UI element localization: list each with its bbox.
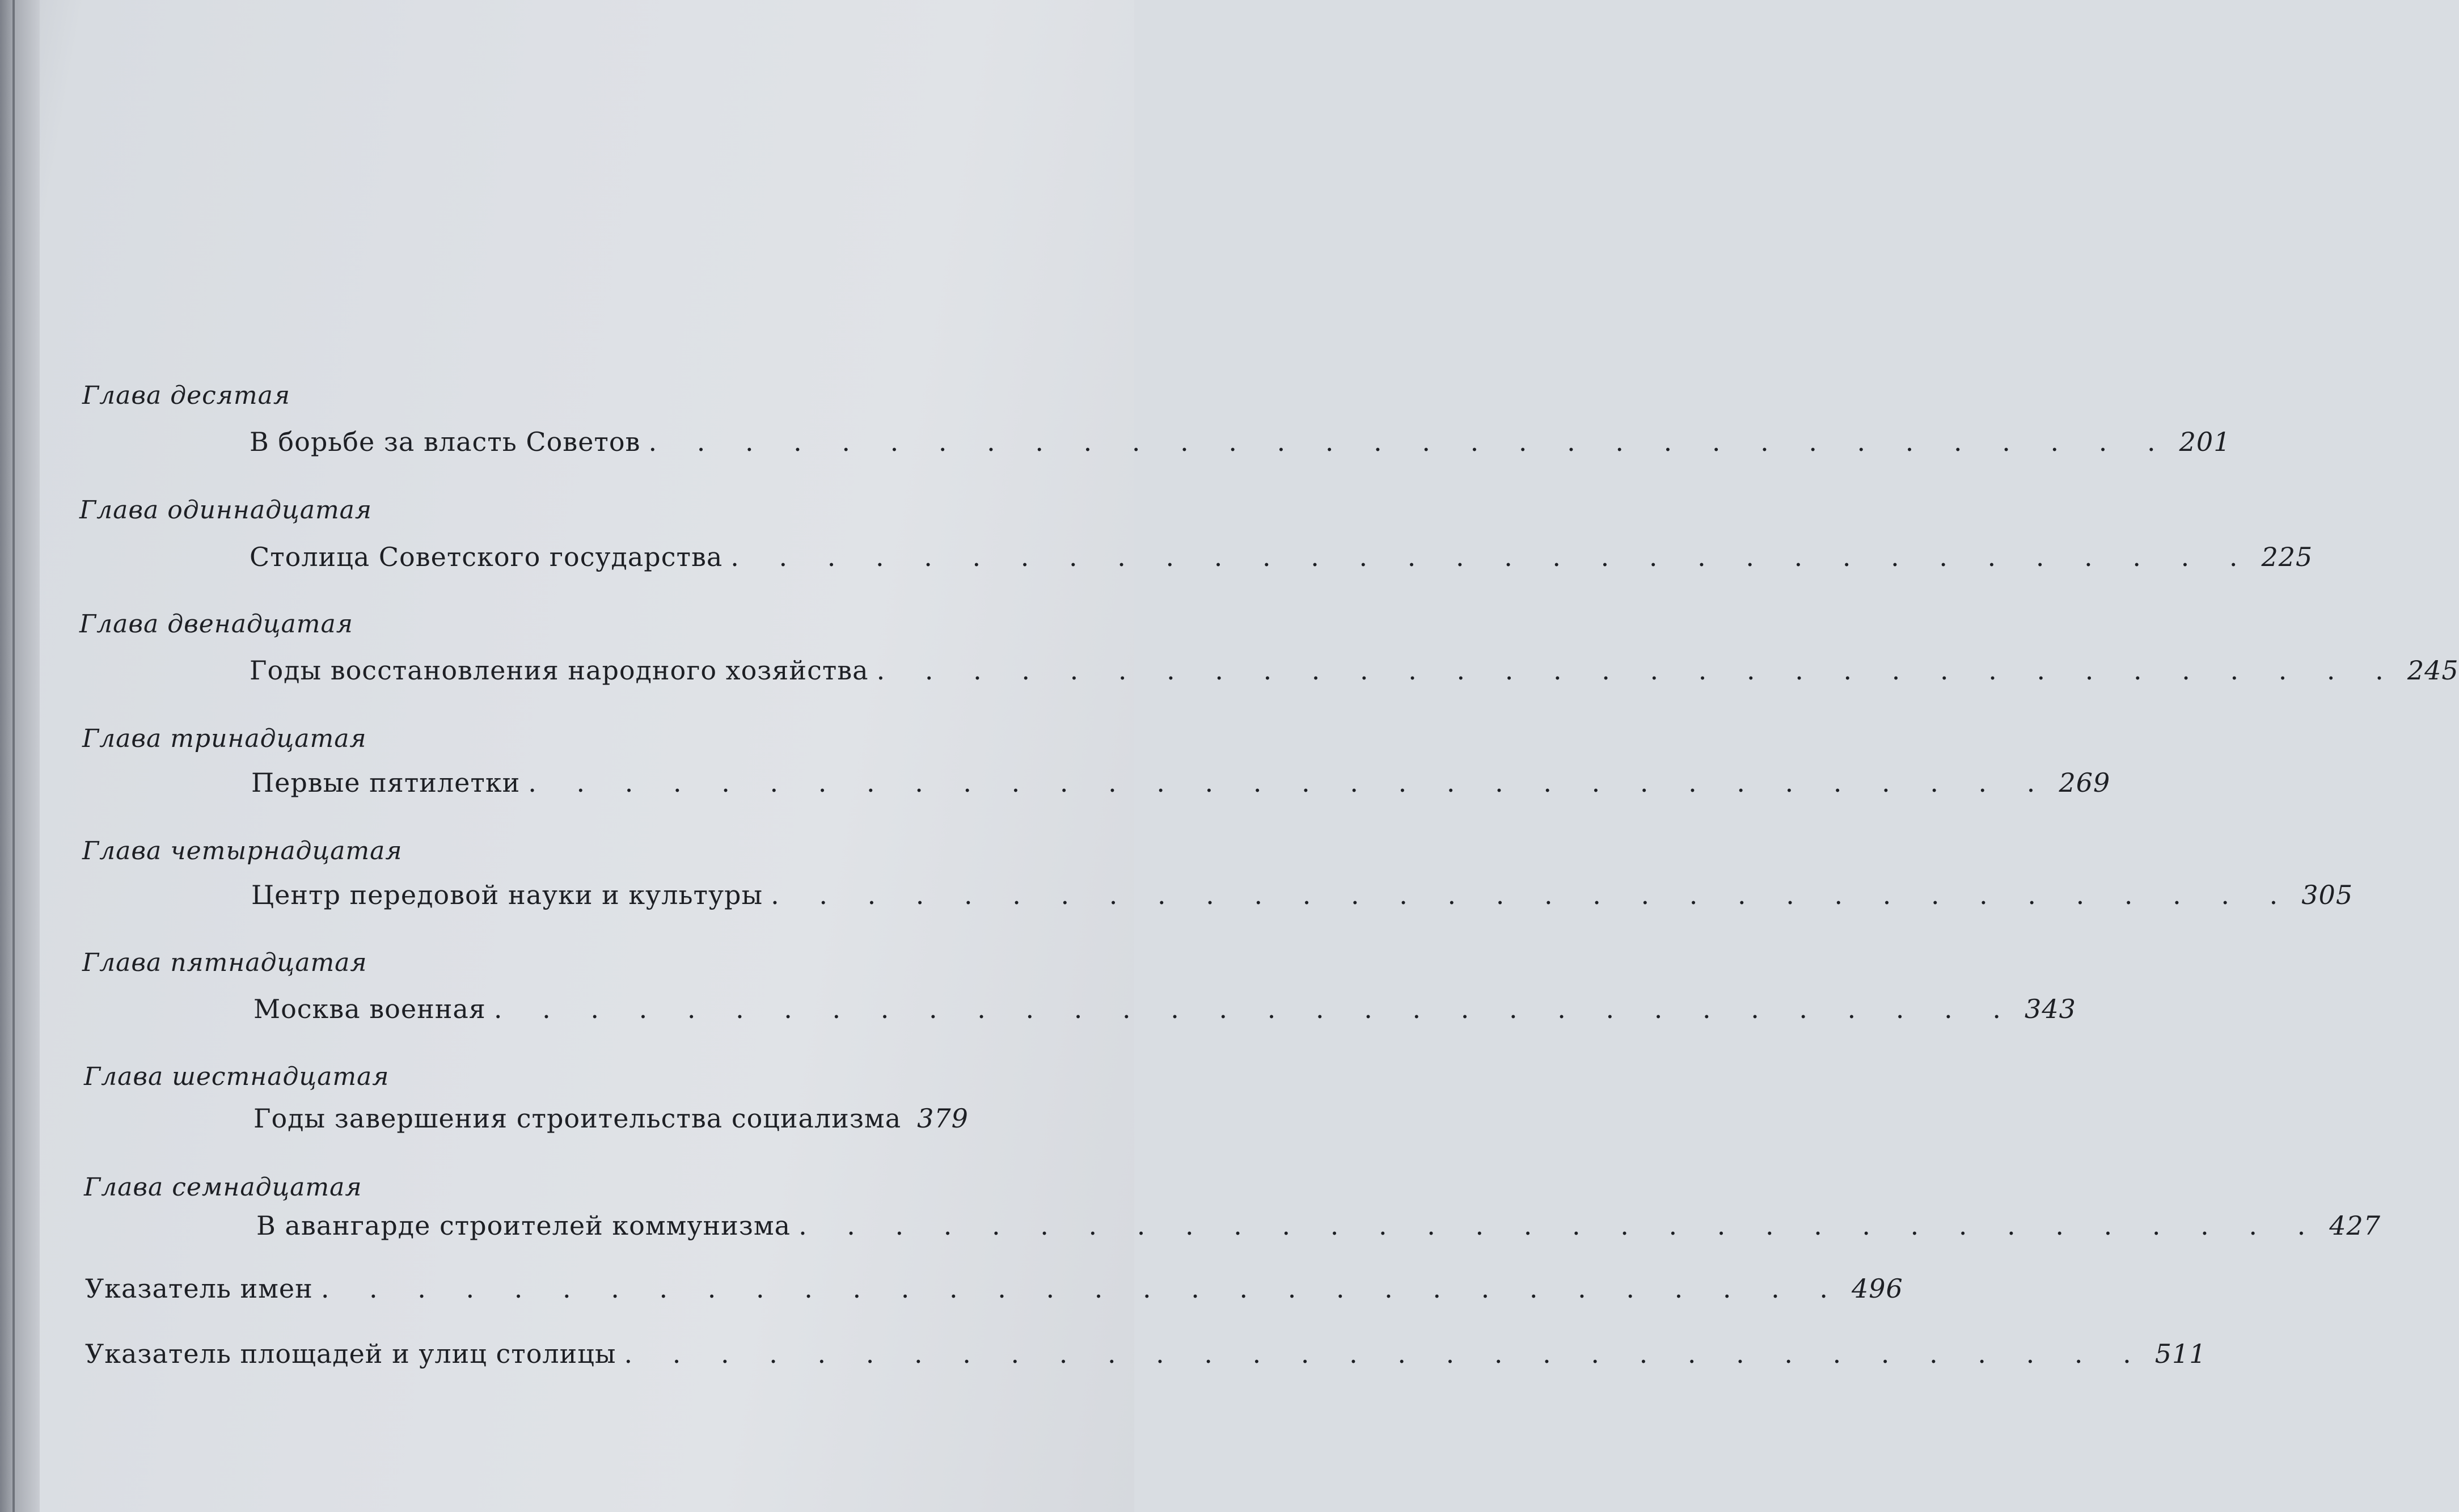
- toc-entry-page: 225: [2261, 542, 2313, 572]
- toc-entry-page: 379: [917, 1103, 969, 1134]
- dot-leader: . . . . . . . . . . . . . . . . . . . . . . . . . . . . . . . .: [320, 1273, 1844, 1304]
- dot-leader: . . . . . . . . . . . . . . . . . . . . . . . . . . . . . . . .: [648, 426, 2171, 457]
- toc-entry-page: 245: [2407, 655, 2459, 686]
- toc-entry-title: Годы завершения строительства социализма: [253, 1103, 902, 1134]
- toc-entry-page: 269: [2059, 767, 2111, 798]
- toc-entry[interactable]: [251, 767, 2111, 798]
- index-entry-page: 496: [1852, 1273, 1903, 1304]
- toc-entry-page: 427: [2329, 1210, 2381, 1241]
- toc-entry[interactable]: [250, 426, 2231, 457]
- toc-entry-title: Центр передовой науки и культуры: [251, 880, 763, 910]
- chapter-label: Глава шестнадцатая: [84, 1062, 390, 1091]
- index-entry[interactable]: [85, 1273, 1903, 1304]
- dot-leader: . . . . . . . . . . . . . . . . . . . . . . . . . . . . . . . .: [730, 542, 2254, 572]
- index-entry-page: 511: [2154, 1338, 2207, 1369]
- chapter-label: Глава пятнадцатая: [82, 948, 367, 977]
- toc-entry-title: Первые пятилетки: [251, 767, 521, 798]
- index-entry[interactable]: [85, 1338, 2207, 1369]
- toc-entry[interactable]: [256, 1210, 2381, 1241]
- dot-leader: . . . . . . . . . . . . . . . . . . . . . . . . . . . . . . . .: [771, 880, 2294, 910]
- toc-entry-page: 343: [2025, 994, 2076, 1024]
- toc-entry[interactable]: [251, 880, 2354, 910]
- toc-entry-title: В авангарде строителей коммунизма: [256, 1210, 791, 1241]
- index-entry-title: Указатель имен: [85, 1273, 313, 1304]
- toc-entry-title: Годы восстановления народного хозяйства: [250, 655, 869, 686]
- toc-entry[interactable]: [250, 655, 2459, 686]
- toc-entry-page: 201: [2179, 426, 2231, 457]
- toc-entry-page: 305: [2301, 880, 2354, 910]
- dot-leader: . . . . . . . . . . . . . . . . . . . . . . . . . . . . . . . .: [624, 1338, 2147, 1369]
- toc-entry[interactable]: [253, 994, 2076, 1024]
- dot-leader: . . . . . . . . . . . . . . . . . . . . . . . . . . . . . . . .: [876, 655, 2399, 686]
- chapter-label: Глава одиннадцатая: [79, 496, 373, 525]
- chapter-label: Глава четырнадцатая: [82, 837, 403, 865]
- chapter-label: Глава двенадцатая: [79, 610, 353, 639]
- dot-leader: . . . . . . . . . . . . . . . . . . . . . . . . . . . . . . . .: [798, 1210, 2322, 1241]
- chapter-label: Глава семнадцатая: [84, 1173, 362, 1202]
- dot-leader: . . . . . . . . . . . . . . . . . . . . . . . . . . . . . . . .: [528, 767, 2051, 798]
- index-entry-title: Указатель площадей и улиц столицы: [85, 1338, 616, 1369]
- toc-entry-title: В борьбе за власть Советов: [250, 426, 641, 457]
- dot-leader: . . . . . . . . . . . . . . . . . . . . . . . . . . . . . . . .: [493, 994, 2017, 1024]
- toc-entry[interactable]: [250, 542, 2313, 572]
- toc-entry-title: Столица Советского государства: [250, 542, 723, 572]
- chapter-label: Глава десятая: [82, 381, 290, 410]
- toc-entry[interactable]: [253, 1103, 969, 1134]
- chapter-label: Глава тринадцатая: [82, 724, 367, 753]
- toc-entry-title: Москва военная: [253, 994, 486, 1024]
